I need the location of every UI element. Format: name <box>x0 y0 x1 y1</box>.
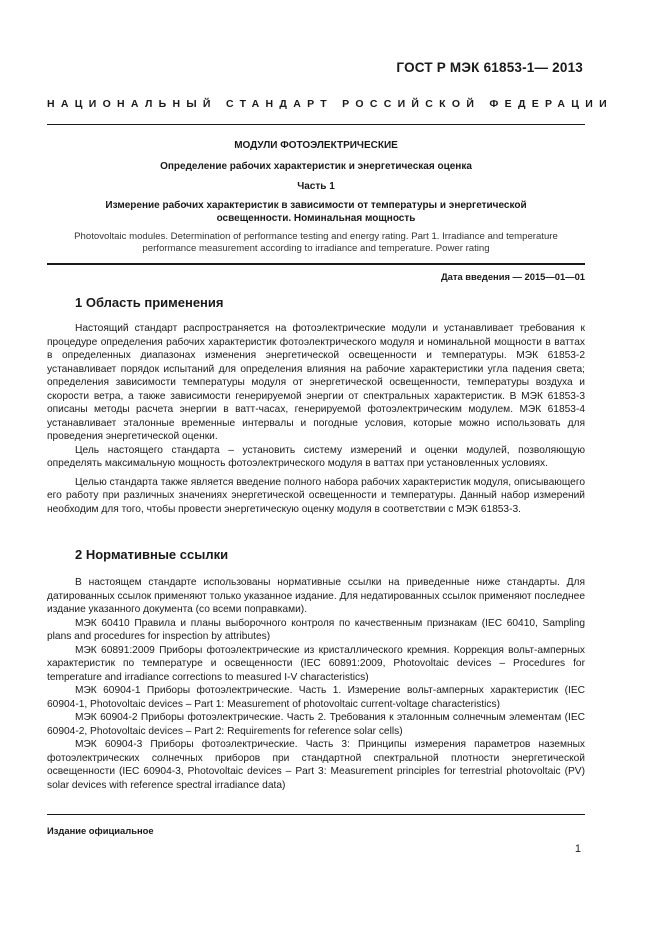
english-title-line-1: Photovoltaic modules. Determination of performance testing and energy rating. Part 1. Irradiance and temperature <box>74 231 558 242</box>
reference-entry: МЭК 60904-3 Приборы фотоэлектрические. Часть 3: Принципы измерения параметров наземных фотоэлектрических солнечных приборов при стандартной спектральной плотности энергетической освещенности (IEC 60904-3, Photovoltaic devices – Part 3: Measurement principles for terrestrial photovoltaic (PV) solar devices with reference spectral irradiance data) <box>47 739 585 791</box>
reference-entry: МЭК 60904-1 Приборы фотоэлектрические. Часть 1. Измерение вольт-амперных характеристик (IEC 60904-1, Photovoltaic devices – Part 1: Measurement of photovoltaic current-voltage characteristics) <box>47 685 585 710</box>
section-2-heading: 2 Нормативные ссылки <box>75 547 229 562</box>
header-divider <box>47 124 585 125</box>
reference-entry: МЭК 60891:2009 Приборы фотоэлектрические из кристаллического кремния. Коррекция вольт-амперных характеристик по температуре и освещенности (IEC 60891:2009, Photovoltaic devices – Procedures for temperature and irradiance corrections to measured I-V characteristics) <box>47 644 585 683</box>
official-edition-label: Издание официальное <box>47 825 154 836</box>
paragraph: Целью стандарта также является введение полного набора рабочих характеристик модуля, описывающего его работу при различных значениях энергетической освещенности и температуры. Данный набор измерений необходим для того, чтобы провести энергетическую оценку модуля в соответствии с МЭК 61853-3. <box>47 476 585 515</box>
standard-code: ГОСТ Р МЭК 61853-1— 2013 <box>396 60 583 75</box>
reference-entry: МЭК 60410 Правила и планы выборочного контроля по качественным признакам (IEC 60410, Sampling plans and procedures for inspection by attributes) <box>47 617 585 642</box>
national-standard-banner: НАЦИОНАЛЬНЫЙ СТАНДАРТ РОССИЙСКОЙ ФЕДЕРАЦИИ <box>47 98 613 110</box>
paragraph: Цель настоящего стандарта – установить систему измерений и оценки модулей, позволяющую определять максимальную мощность фотоэлектрического модуля в ваттах при установленных условиях. <box>47 444 585 469</box>
part-number: Часть 1 <box>297 181 335 192</box>
reference-entry: МЭК 60904-2 Приборы фотоэлектрические. Часть 2. Требования к эталонным солнечным элементам (IEC 60904-2, Photovoltaic devices – Part 2: Requirements for reference solar cells) <box>47 712 585 737</box>
paragraph: В настоящем стандарте использованы нормативные ссылки на приведенные ниже стандарты. Для датированных ссылок применяют только указанное издание. Для недатированных ссылок применяют последнее издание указанного документа (со всеми поправками). <box>47 577 585 615</box>
part-title-line-1: Измерение рабочих характеристик в зависимости от температуры и энергетической <box>105 200 527 211</box>
footer-divider <box>47 814 585 815</box>
title-divider <box>47 263 585 265</box>
section-1-body <box>47 322 585 516</box>
document-subtitle: Определение рабочих характеристик и энергетическая оценка <box>160 161 472 172</box>
page-number: 1 <box>574 843 581 855</box>
section-1-heading: 1 Область применения <box>75 295 224 310</box>
part-title-line-2: освещенности. Номинальная мощность <box>216 213 416 224</box>
section-2-body <box>47 576 585 792</box>
effective-date: Дата введения — 2015—01—01 <box>440 271 585 282</box>
document-title: МОДУЛИ ФОТОЭЛЕКТРИЧЕСКИЕ <box>234 140 398 151</box>
paragraph: Настоящий стандарт распространяется на фотоэлектрические модули и устанавливает требования к процедуре определения рабочих характеристик фотоэлектрического модуля и номинальной мощности в ваттах в определенных диапазонах изменения энергетической освещенности и температуры. МЭК 61853-2 устанавливает порядок испытаний для определения влияния на рабочие характеристики угла падения света; определения зависимости температуры модуля от энергетической освещенности, температуры воздуха и скорости ветра, а также зависимости генерируемой энергии от спектральных характеристик. В МЭК 61853-3 описаны методы расчета энергии в ватт-часах, генерируемой фотоэлектрическим модулем. МЭК 61853-4 устанавливает эталонные временные интервалы и погодные условия, которые можно использовать для проведения энергетической оценки. <box>47 323 585 442</box>
english-title-line-2: performance measurement according to irradiance and temperature. Power rating <box>142 243 490 254</box>
